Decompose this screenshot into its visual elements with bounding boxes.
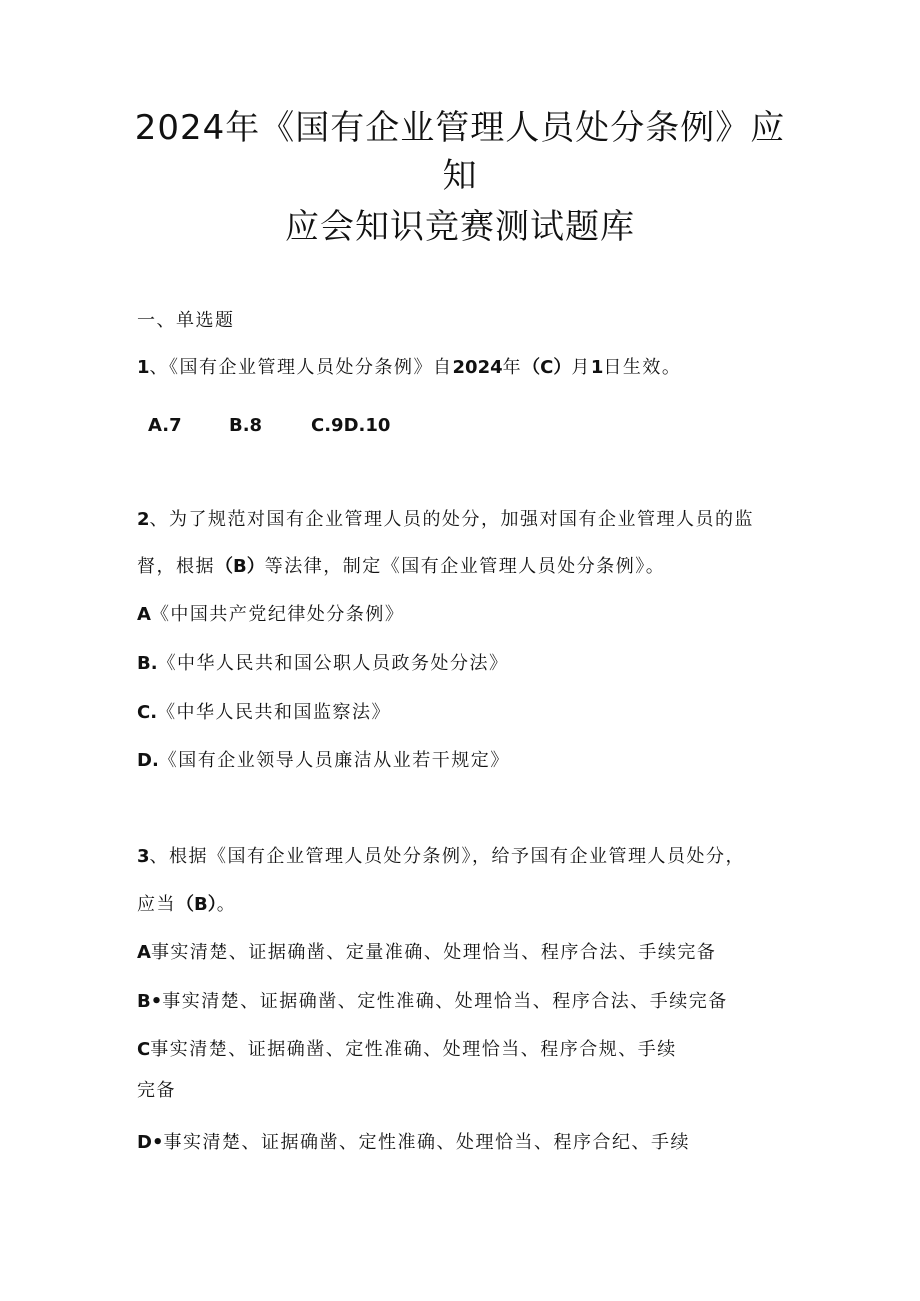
page-title-line-2: 知 [442,156,478,196]
question-2-line-2 [137,555,665,579]
option-c [137,1038,677,1062]
question-separator: 、 [149,357,170,378]
question-year: 2024 [452,357,503,378]
question-3-line-2 [137,893,236,917]
section-heading: 一、单选题 [137,310,235,331]
option-letter: C. [137,702,158,723]
question-text: 《国有企业管理人员处分条例》自 [169,357,453,378]
answer-key: （B） [176,894,217,915]
question-text: 月 [571,357,591,378]
question-text: 年 [502,357,523,378]
page-title-line-3: 应会知识竞赛测试题库 [285,207,635,247]
option-b [137,652,509,676]
option-letter: B. [137,653,158,674]
option-letter: A [137,942,151,963]
question-number: 3 [137,846,150,867]
option-text: 《中国共产党纪律处分条例》 [150,604,405,625]
option-text: 《中华人民共和国公职人员政务处分法》 [157,653,509,674]
option-a: A.7 [148,415,182,436]
question-text: 日生效。 [603,357,682,378]
option-text: 事实清楚、证据确凿、定性准确、处理恰当、程序合规、手续 [150,1039,677,1060]
question-number: 2 [137,509,150,530]
option-b [137,990,728,1014]
option-letter: C [137,1039,151,1060]
question-text: 、根据《国有企业管理人员处分条例》，给予国有企业管理人员处分， [149,846,746,867]
option-c [137,701,391,725]
question-text: 督，根据 [137,556,215,577]
option-d [137,1131,690,1155]
option-letter: D. [137,750,159,771]
answer-key: （B） [215,556,265,577]
question-3-line-1 [137,845,745,869]
question-text: 。 [216,894,237,915]
option-text: 《中华人民共和国监察法》 [157,702,392,723]
answer-key: （C） [522,357,572,378]
option-a [137,941,716,965]
option-text: 事实清楚、证据确凿、定量准确、处理恰当、程序合法、手续完备 [150,942,717,963]
question-text: 应当 [137,894,176,915]
option-c-d: C.9D.10 [311,415,391,436]
page-title-line-1: 2024年《国有企业管理人员处分条例》应 [134,108,786,148]
option-text: 事实清楚、证据确凿、定性准确、处理恰当、程序合法、手续完备 [162,991,728,1012]
option-text: 事实清楚、证据确凿、定性准确、处理恰当、程序合纪、手续 [163,1132,690,1153]
question-text: 、为了规范对国有企业管理人员的处分，加强对国有企业管理人员的监 [149,509,755,530]
question-text: 等法律，制定《国有企业管理人员处分条例》。 [264,556,666,577]
question-1 [137,356,681,380]
question-number: 1 [137,357,150,378]
question-2-line-1 [137,508,754,532]
option-letter: D• [137,1132,164,1153]
option-b: B.8 [229,415,263,436]
option-a [137,603,404,627]
option-text: 《国有企业领导人员廉洁从业若干规定》 [158,750,510,771]
question-day: 1 [590,357,604,378]
option-letter: B• [137,991,163,1012]
option-c-continuation: 完备 [137,1080,176,1101]
option-d [137,749,510,773]
option-letter: A [137,604,151,625]
